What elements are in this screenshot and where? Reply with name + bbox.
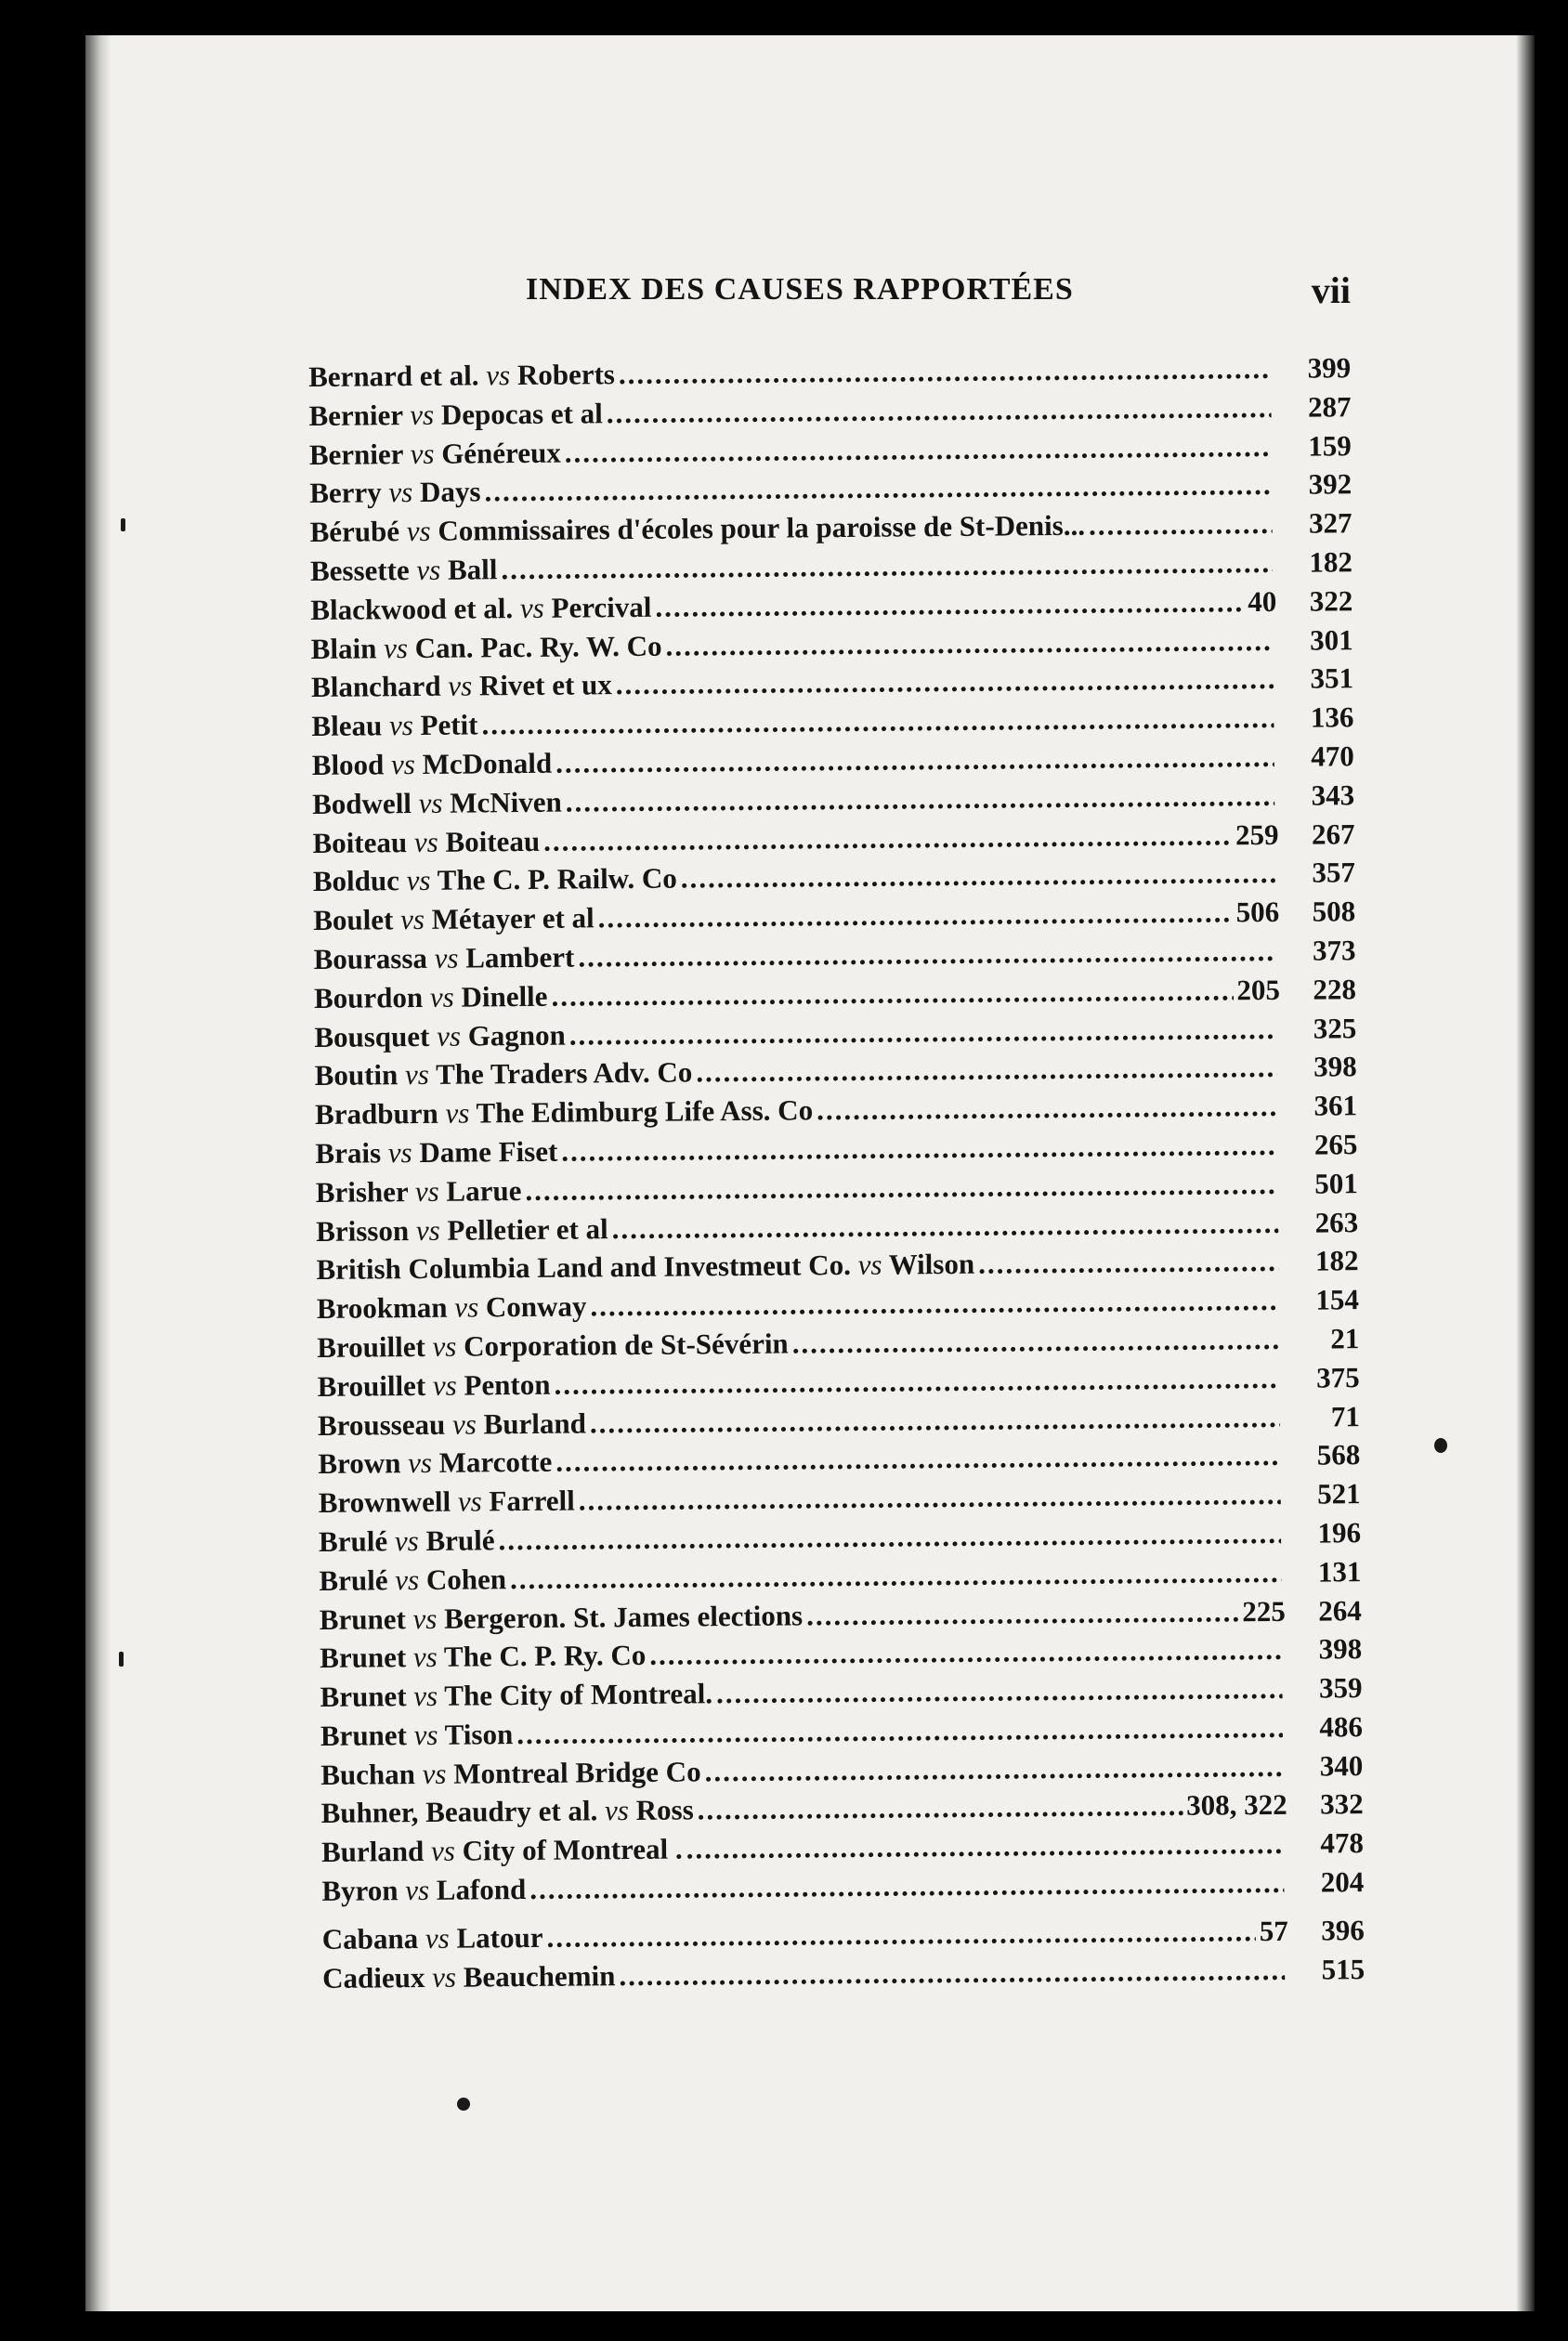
plaintiff: British Columbia Land and Investmeut Co. bbox=[316, 1249, 852, 1287]
plaintiff: Brunet bbox=[320, 1719, 408, 1752]
defendant: Corporation de St-Sévérin bbox=[463, 1327, 789, 1363]
page-ref: 265 bbox=[1313, 1128, 1358, 1161]
defendant: The City of Montreal. bbox=[444, 1677, 713, 1712]
dot-leader bbox=[561, 1129, 1277, 1169]
versus: vs bbox=[448, 669, 473, 703]
page-ref: 399 bbox=[1307, 351, 1352, 385]
plaintiff: Bérubé bbox=[309, 515, 400, 549]
plaintiff: Brownwell bbox=[318, 1484, 451, 1520]
running-header bbox=[526, 269, 1351, 328]
plaintiff: Brunet bbox=[320, 1680, 407, 1714]
versus: vs bbox=[412, 1602, 438, 1635]
case-name bbox=[315, 1135, 557, 1170]
case-name bbox=[320, 1794, 693, 1830]
case-name bbox=[320, 1677, 712, 1714]
versus: vs bbox=[418, 786, 443, 819]
page-ref: 182 bbox=[1314, 1244, 1359, 1277]
defendant: Beauchemin bbox=[463, 1958, 616, 1994]
dot-leader bbox=[698, 1789, 1183, 1827]
page-refs: 57 bbox=[1259, 1914, 1288, 1948]
versus: vs bbox=[414, 1174, 439, 1208]
case-name bbox=[309, 436, 561, 471]
page-ref: 396 bbox=[1321, 1914, 1365, 1947]
page-ref: 357 bbox=[1312, 856, 1356, 889]
page-refs: 308, 322 bbox=[1185, 1788, 1287, 1823]
defendant: Percival bbox=[551, 590, 652, 624]
case-name bbox=[320, 1718, 514, 1753]
page-ref: 486 bbox=[1319, 1710, 1364, 1744]
page-refs: 259 bbox=[1235, 817, 1279, 851]
dot-leader bbox=[612, 1206, 1279, 1245]
case-name bbox=[310, 591, 651, 627]
page-ref: 196 bbox=[1317, 1516, 1362, 1550]
page-ref: 204 bbox=[1320, 1865, 1365, 1899]
dot-leader bbox=[590, 1400, 1280, 1439]
versus: vs bbox=[404, 1058, 430, 1092]
case-name bbox=[312, 824, 540, 859]
versus: vs bbox=[388, 709, 413, 742]
dot-leader bbox=[792, 1323, 1280, 1361]
plaintiff: Brulé bbox=[319, 1563, 388, 1597]
dot-leader bbox=[510, 1556, 1282, 1596]
versus: vs bbox=[454, 1290, 479, 1324]
dot-leader bbox=[649, 1633, 1282, 1672]
dot-leader bbox=[546, 1915, 1256, 1955]
page-ref: 568 bbox=[1316, 1438, 1361, 1471]
plaintiff: Brouillet bbox=[317, 1368, 426, 1403]
plaintiff: Boiteau bbox=[312, 825, 408, 859]
page-ref: 71 bbox=[1330, 1399, 1361, 1432]
page-ref: 398 bbox=[1313, 1050, 1357, 1083]
defendant: Cohen bbox=[425, 1562, 507, 1596]
dot-leader bbox=[665, 624, 1273, 663]
page-ref: 263 bbox=[1314, 1205, 1359, 1239]
plaintiff: Bleau bbox=[311, 709, 383, 743]
versus: vs bbox=[432, 1368, 457, 1402]
plaintiff: Bernier bbox=[308, 398, 403, 432]
defendant: The C. P. Ry. Co bbox=[443, 1639, 647, 1674]
ink-speck bbox=[119, 1652, 124, 1667]
dot-leader bbox=[590, 1284, 1279, 1323]
case-name bbox=[309, 509, 1085, 549]
versus: vs bbox=[486, 359, 511, 392]
page-ref: 470 bbox=[1311, 739, 1354, 773]
dot-leader bbox=[525, 1168, 1278, 1208]
dot-leader bbox=[655, 585, 1244, 624]
defendant: Commissaires d'écoles pour la paroisse de St-Denis... bbox=[438, 508, 1086, 547]
page-ref: 154 bbox=[1315, 1283, 1360, 1316]
page-ref: 375 bbox=[1315, 1360, 1360, 1394]
page-ref: 182 bbox=[1309, 545, 1353, 579]
case-name bbox=[319, 1484, 575, 1520]
versus: vs bbox=[407, 1446, 433, 1480]
plaintiff: Cadieux bbox=[322, 1960, 425, 1994]
case-name bbox=[321, 1873, 526, 1908]
dot-leader bbox=[1089, 507, 1273, 543]
defendant: Pelletier et al bbox=[447, 1211, 608, 1247]
page-ref: 327 bbox=[1308, 506, 1352, 540]
page-ref: 373 bbox=[1312, 934, 1356, 967]
versus: vs bbox=[395, 1563, 420, 1596]
plaintiff: Bourassa bbox=[313, 941, 428, 975]
plaintiff: Brais bbox=[315, 1136, 382, 1170]
versus: vs bbox=[410, 437, 435, 470]
case-name bbox=[311, 709, 477, 744]
case-name bbox=[316, 1174, 522, 1210]
defendant: Ball bbox=[447, 553, 498, 586]
page-ref: 325 bbox=[1313, 1011, 1357, 1045]
plaintiff: Blain bbox=[310, 631, 377, 665]
defendant: Petit bbox=[420, 708, 478, 742]
plaintiff: Buchan bbox=[320, 1757, 416, 1791]
index-entry bbox=[321, 1865, 1364, 1914]
defendant: Lafond bbox=[436, 1873, 527, 1906]
plaintiff: Brulé bbox=[318, 1524, 388, 1558]
page-ref: 478 bbox=[1320, 1826, 1365, 1860]
defendant: Boiteau bbox=[445, 824, 541, 858]
case-name bbox=[319, 1524, 495, 1559]
versus: vs bbox=[422, 1757, 447, 1790]
dot-leader bbox=[555, 740, 1274, 780]
defendant: Gagnon bbox=[467, 1018, 566, 1053]
defendant: City of Montreal . bbox=[462, 1832, 683, 1867]
ink-speck bbox=[1434, 1438, 1447, 1453]
dot-leader bbox=[616, 662, 1274, 701]
versus: vs bbox=[519, 591, 544, 624]
page-refs: 506 bbox=[1235, 896, 1280, 929]
versus: vs bbox=[399, 903, 425, 936]
plaintiff: Bousquet bbox=[314, 1019, 430, 1053]
plaintiff: Bourdon bbox=[313, 980, 424, 1014]
dot-leader bbox=[598, 896, 1233, 935]
page-ref: 21 bbox=[1330, 1322, 1360, 1355]
plaintiff: Blanchard bbox=[310, 670, 441, 704]
plaintiff: Cabana bbox=[321, 1921, 419, 1955]
versus: vs bbox=[383, 631, 409, 664]
defendant: The C. P. Railw. Co bbox=[437, 861, 677, 897]
page-ref: 351 bbox=[1310, 661, 1354, 695]
plaintiff: Brisson bbox=[316, 1213, 410, 1248]
defendant: Brulé bbox=[425, 1524, 495, 1557]
plaintiff: Brunet bbox=[319, 1602, 406, 1636]
defendant: Généreux bbox=[441, 436, 561, 470]
defendant: The Traders Adv. Co bbox=[435, 1055, 693, 1092]
dot-leader bbox=[516, 1711, 1283, 1751]
versus: vs bbox=[410, 398, 435, 431]
page-ref: 508 bbox=[1312, 895, 1356, 928]
case-name bbox=[312, 785, 562, 820]
plaintiff: Brousseau bbox=[317, 1407, 446, 1442]
plaintiff: Boulet bbox=[313, 903, 394, 937]
page-number: vii bbox=[1311, 269, 1351, 311]
versus: vs bbox=[857, 1248, 882, 1282]
plaintiff: Berry bbox=[309, 476, 382, 510]
case-name bbox=[319, 1563, 506, 1598]
defendant: McNiven bbox=[450, 785, 562, 819]
plaintiff: Blackwood et al. bbox=[310, 591, 514, 626]
page-ref: 267 bbox=[1311, 817, 1355, 851]
dot-leader bbox=[501, 546, 1273, 586]
dot-leader bbox=[569, 1012, 1277, 1052]
defendant: Bergeron. St. James elections bbox=[443, 1598, 804, 1635]
page-ref: 398 bbox=[1318, 1632, 1363, 1666]
case-name bbox=[315, 1056, 693, 1093]
page-ref: 228 bbox=[1313, 972, 1357, 1006]
versus: vs bbox=[429, 980, 454, 1014]
dot-leader bbox=[498, 1517, 1281, 1557]
dot-leader bbox=[619, 1954, 1285, 1993]
case-name bbox=[312, 747, 553, 782]
case-name bbox=[315, 1093, 813, 1131]
versus: vs bbox=[390, 747, 416, 781]
case-name bbox=[320, 1755, 701, 1792]
dot-leader bbox=[565, 430, 1272, 470]
dot-leader bbox=[555, 1439, 1280, 1479]
versus: vs bbox=[412, 1641, 438, 1674]
index-entry bbox=[322, 1953, 1365, 2001]
defendant: Rivet et ux bbox=[478, 668, 612, 702]
defendant: Montreal Bridge Co bbox=[453, 1755, 701, 1790]
dot-leader bbox=[686, 1827, 1285, 1866]
defendant: Depocas et al bbox=[440, 397, 603, 431]
page-refs: 40 bbox=[1248, 584, 1277, 618]
dot-leader bbox=[481, 701, 1274, 741]
case-name bbox=[316, 1248, 974, 1287]
defendant: Days bbox=[419, 475, 481, 509]
defendant: Ross bbox=[635, 1793, 694, 1827]
case-name bbox=[322, 1921, 543, 1956]
plaintiff: Byron bbox=[321, 1874, 399, 1908]
versus: vs bbox=[457, 1484, 482, 1518]
case-index-list bbox=[308, 351, 1365, 2000]
page-ref: 322 bbox=[1309, 583, 1353, 618]
page-ref: 340 bbox=[1319, 1748, 1364, 1783]
page-ref: 515 bbox=[1321, 1952, 1365, 1986]
case-name bbox=[311, 669, 612, 705]
plaintiff: Brisher bbox=[315, 1174, 409, 1209]
case-name bbox=[320, 1599, 804, 1637]
case-name bbox=[314, 1018, 566, 1053]
case-name bbox=[317, 1367, 550, 1403]
case-name bbox=[320, 1639, 646, 1675]
case-name bbox=[313, 940, 574, 975]
page-ref: 359 bbox=[1318, 1671, 1363, 1705]
case-name bbox=[313, 901, 595, 937]
plaintiff: Bernier bbox=[308, 437, 404, 471]
dot-leader bbox=[554, 1362, 1279, 1402]
dot-leader bbox=[543, 818, 1232, 857]
defendant: McDonald bbox=[422, 746, 553, 780]
plaintiff: Bradburn bbox=[314, 1096, 438, 1131]
defendant: Lambert bbox=[465, 940, 575, 974]
defendant: Marcotte bbox=[438, 1445, 553, 1480]
dot-leader bbox=[704, 1750, 1283, 1788]
versus: vs bbox=[394, 1524, 419, 1558]
case-name bbox=[309, 476, 481, 511]
plaintiff: Buhner, Beaudry et al. bbox=[320, 1794, 598, 1830]
dot-leader bbox=[529, 1866, 1284, 1906]
plaintiff: Blood bbox=[311, 748, 385, 781]
dot-leader bbox=[817, 1090, 1277, 1127]
page-refs: 225 bbox=[1242, 1594, 1286, 1628]
versus: vs bbox=[451, 1406, 477, 1441]
defendant: Conway bbox=[485, 1289, 587, 1324]
plaintiff: Burland bbox=[320, 1835, 425, 1869]
dot-leader bbox=[551, 974, 1233, 1013]
case-name bbox=[311, 629, 662, 665]
page-ref: 264 bbox=[1318, 1593, 1362, 1628]
case-name bbox=[316, 1212, 608, 1249]
plaintiff: Brookman bbox=[316, 1290, 448, 1326]
defendant: Dinelle bbox=[461, 979, 548, 1014]
page-ref: 501 bbox=[1314, 1166, 1358, 1200]
dot-leader bbox=[578, 935, 1276, 974]
versus: vs bbox=[604, 1794, 630, 1827]
dot-leader bbox=[566, 779, 1275, 819]
ink-speck bbox=[457, 2098, 470, 2111]
versus: vs bbox=[406, 515, 431, 548]
page-ref: 159 bbox=[1308, 428, 1352, 463]
defendant: Métayer et al bbox=[431, 901, 595, 936]
dot-leader bbox=[579, 1478, 1281, 1518]
versus: vs bbox=[415, 1213, 440, 1247]
case-name bbox=[321, 1833, 683, 1869]
case-name bbox=[322, 1959, 616, 1995]
dot-leader bbox=[607, 391, 1272, 430]
case-name bbox=[308, 397, 603, 433]
page-ref: 131 bbox=[1317, 1554, 1362, 1589]
plaintiff: Bessette bbox=[309, 554, 410, 587]
versus: vs bbox=[416, 553, 441, 586]
dot-leader bbox=[619, 352, 1272, 391]
page-ref: 343 bbox=[1311, 778, 1355, 812]
plaintiff: Bernard et al. bbox=[308, 359, 479, 393]
defendant: Roberts bbox=[516, 358, 616, 392]
case-name bbox=[314, 980, 548, 1015]
defendant: Larue bbox=[446, 1173, 522, 1208]
dot-leader bbox=[484, 468, 1272, 508]
defendant: The Edimburg Life Ass. Co bbox=[476, 1093, 814, 1130]
dot-leader bbox=[716, 1672, 1283, 1710]
page-ref: 521 bbox=[1317, 1477, 1361, 1511]
versus: vs bbox=[430, 1834, 456, 1868]
versus: vs bbox=[432, 1960, 457, 1994]
page-ref: 332 bbox=[1319, 1787, 1364, 1822]
plaintiff: Boutin bbox=[314, 1058, 399, 1092]
book-page bbox=[85, 35, 1535, 2311]
defendant: Wilson bbox=[888, 1248, 975, 1281]
versus: vs bbox=[406, 864, 431, 897]
dot-leader bbox=[806, 1595, 1238, 1632]
defendant: Penton bbox=[464, 1367, 551, 1402]
case-name bbox=[318, 1406, 586, 1443]
versus: vs bbox=[388, 476, 413, 509]
page-ref: 301 bbox=[1310, 622, 1353, 657]
plaintiff: Bolduc bbox=[312, 864, 400, 898]
plaintiff: Bodwell bbox=[312, 786, 412, 820]
case-name bbox=[313, 862, 677, 898]
versus: vs bbox=[413, 1718, 438, 1751]
case-name bbox=[310, 553, 498, 588]
versus: vs bbox=[434, 941, 459, 974]
defendant: Latour bbox=[456, 1920, 543, 1955]
page-ref: 136 bbox=[1310, 700, 1354, 734]
dot-leader bbox=[978, 1245, 1279, 1281]
versus: vs bbox=[413, 1679, 438, 1713]
defendant: Burland bbox=[483, 1406, 587, 1440]
defendant: Tison bbox=[444, 1718, 514, 1751]
versus: vs bbox=[436, 1019, 462, 1053]
page-ref: 361 bbox=[1313, 1089, 1358, 1122]
header-title: INDEX DES CAUSES RAPPORTÉES bbox=[526, 272, 1074, 307]
case-name bbox=[317, 1290, 587, 1327]
page-refs: 205 bbox=[1236, 973, 1281, 1007]
ink-speck bbox=[121, 518, 125, 531]
versus: vs bbox=[405, 1874, 430, 1907]
versus: vs bbox=[432, 1329, 457, 1363]
versus: vs bbox=[445, 1096, 470, 1130]
dot-leader bbox=[681, 857, 1275, 896]
case-name bbox=[308, 358, 615, 394]
dot-leader bbox=[696, 1051, 1277, 1089]
versus: vs bbox=[425, 1921, 450, 1955]
plaintiff: Brunet bbox=[320, 1641, 407, 1675]
versus: vs bbox=[387, 1135, 412, 1170]
case-name bbox=[317, 1327, 789, 1364]
case-name bbox=[318, 1445, 552, 1481]
plaintiff: Brouillet bbox=[317, 1329, 425, 1364]
defendant: Can. Pac. Ry. W. Co bbox=[414, 629, 662, 664]
versus: vs bbox=[413, 825, 438, 858]
plaintiff: Brown bbox=[318, 1446, 401, 1481]
page-ref: 287 bbox=[1307, 390, 1352, 424]
defendant: Farrell bbox=[489, 1484, 575, 1518]
page-ref: 392 bbox=[1308, 467, 1352, 501]
defendant: Dame Fiset bbox=[419, 1134, 558, 1169]
